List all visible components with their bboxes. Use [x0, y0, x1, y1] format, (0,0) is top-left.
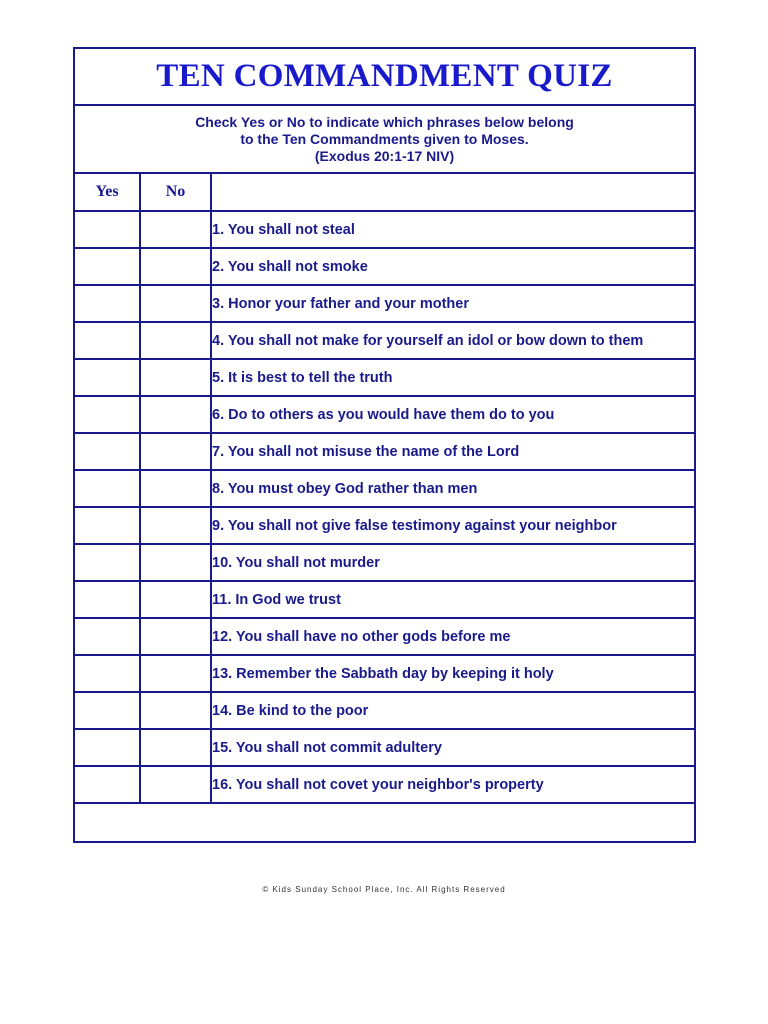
- instructions-line-1: Check Yes or No to indicate which phrases below belong: [195, 113, 574, 130]
- quiz-row: [75, 359, 694, 396]
- yes-checkbox[interactable]: [75, 766, 140, 803]
- quiz-row: [75, 470, 694, 507]
- statement-text: 13. Remember the Sabbath day by keeping it holy: [211, 655, 694, 692]
- quiz-row: [75, 655, 694, 692]
- statement-text: 4. You shall not make for yourself an idol or bow down to them: [211, 322, 694, 359]
- statement-text: 1. You shall not steal: [211, 211, 694, 248]
- quiz-row: [75, 544, 694, 581]
- no-checkbox[interactable]: [140, 655, 211, 692]
- quiz-row: [75, 729, 694, 766]
- statement-column-header: [211, 174, 694, 211]
- statement-text: 7. You shall not misuse the name of the Lord: [211, 433, 694, 470]
- yes-checkbox[interactable]: [75, 470, 140, 507]
- no-checkbox[interactable]: [140, 322, 211, 359]
- yes-checkbox[interactable]: [75, 322, 140, 359]
- yes-checkbox[interactable]: [75, 507, 140, 544]
- blank-row: [75, 803, 694, 841]
- quiz-row: [75, 396, 694, 433]
- instructions: [75, 106, 694, 174]
- yes-checkbox[interactable]: [75, 433, 140, 470]
- no-checkbox[interactable]: [140, 766, 211, 803]
- no-checkbox[interactable]: [140, 359, 211, 396]
- yes-checkbox[interactable]: [75, 692, 140, 729]
- no-checkbox[interactable]: [140, 692, 211, 729]
- quiz-title: TEN COMMANDMENT QUIZ: [156, 58, 613, 94]
- statement-text: 6. Do to others as you would have them do to you: [211, 396, 694, 433]
- statement-text: 8. You must obey God rather than men: [211, 470, 694, 507]
- yes-checkbox[interactable]: [75, 729, 140, 766]
- statement-text: 9. You shall not give false testimony against your neighbor: [211, 507, 694, 544]
- no-checkbox[interactable]: [140, 729, 211, 766]
- quiz-row: [75, 581, 694, 618]
- yes-checkbox[interactable]: [75, 359, 140, 396]
- statement-text: 10. You shall not murder: [211, 544, 694, 581]
- yes-checkbox[interactable]: [75, 248, 140, 285]
- quiz-row: [75, 692, 694, 729]
- header-row: [75, 174, 694, 211]
- no-checkbox[interactable]: [140, 285, 211, 322]
- no-column-header: No: [140, 174, 211, 211]
- yes-checkbox[interactable]: [75, 285, 140, 322]
- no-checkbox[interactable]: [140, 618, 211, 655]
- no-checkbox[interactable]: [140, 433, 211, 470]
- no-checkbox[interactable]: [140, 211, 211, 248]
- yes-checkbox[interactable]: [75, 544, 140, 581]
- title-row: [75, 49, 694, 106]
- quiz-row: [75, 433, 694, 470]
- quiz-row: [75, 211, 694, 248]
- statement-text: 14. Be kind to the poor: [211, 692, 694, 729]
- copyright-footer: © Kids Sunday School Place, Inc. All Rights Reserved: [262, 885, 506, 894]
- statement-text: 12. You shall have no other gods before me: [211, 618, 694, 655]
- statement-text: 2. You shall not smoke: [211, 248, 694, 285]
- yes-checkbox[interactable]: [75, 618, 140, 655]
- yes-checkbox[interactable]: [75, 581, 140, 618]
- statement-text: 11. In God we trust: [211, 581, 694, 618]
- quiz-row: [75, 248, 694, 285]
- yes-column-header: Yes: [75, 174, 140, 211]
- instructions-reference: (Exodus 20:1-17 NIV): [314, 147, 455, 164]
- quiz-row: [75, 507, 694, 544]
- quiz-row: [75, 322, 694, 359]
- no-checkbox[interactable]: [140, 396, 211, 433]
- blank-cell: [75, 803, 694, 841]
- yes-checkbox[interactable]: [75, 211, 140, 248]
- instructions-line-2: to the Ten Commandments given to Moses.: [240, 130, 529, 147]
- no-checkbox[interactable]: [140, 507, 211, 544]
- quiz-row: [75, 285, 694, 322]
- statement-text: 15. You shall not commit adultery: [211, 729, 694, 766]
- no-checkbox[interactable]: [140, 470, 211, 507]
- yes-checkbox[interactable]: [75, 396, 140, 433]
- statement-text: 5. It is best to tell the truth: [211, 359, 694, 396]
- no-checkbox[interactable]: [140, 248, 211, 285]
- no-checkbox[interactable]: [140, 581, 211, 618]
- statement-text: 16. You shall not covet your neighbor's property: [211, 766, 694, 803]
- statement-text: 3. Honor your father and your mother: [211, 285, 694, 322]
- quiz-sheet: [73, 47, 696, 843]
- no-checkbox[interactable]: [140, 544, 211, 581]
- quiz-table: [75, 174, 694, 841]
- yes-checkbox[interactable]: [75, 655, 140, 692]
- quiz-row: [75, 618, 694, 655]
- quiz-row: [75, 766, 694, 803]
